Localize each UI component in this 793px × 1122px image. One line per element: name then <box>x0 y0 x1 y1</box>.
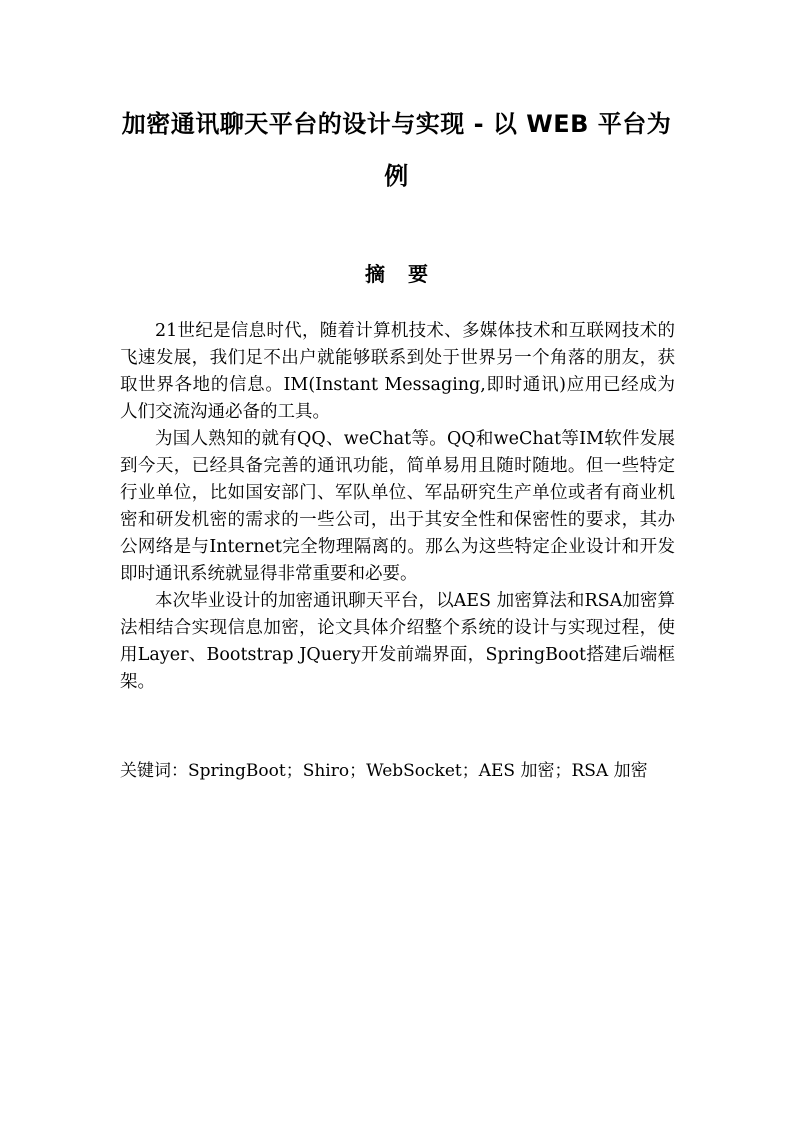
abstract-paragraph-1: 21世纪是信息时代，随着计算机技术、多媒体技术和互联网技术的飞速发展，我们足不出户就能够联系到处于世界另一个角落的朋友，获取世界各地的信息。IM(Instant Messaging,即时通讯)应用已经成为人们交流沟通必备的工具。 <box>120 321 675 422</box>
abstract-heading: 摘 要 <box>365 262 428 286</box>
keywords-line: 关键词：SpringBoot；Shiro；WebSocket；AES 加密；RSA 加密 <box>120 761 648 781</box>
paper-title: 加密通讯聊天平台的设计与实现 - 以 WEB 平台为例 <box>121 110 672 190</box>
abstract-paragraph-3: 本次毕业设计的加密通讯聊天平台，以AES 加密算法和RSA加密算法相结合实现信息加密，论文具体介绍整个系统的设计与实现过程，使用Layer、Bootstrap JQuery开发前端界面，SpringBoot搭建后端框架。 <box>120 591 675 692</box>
abstract-body <box>120 318 675 696</box>
abstract-paragraph-2: 为国人熟知的就有QQ、weChat等。QQ和weChat等IM软件发展到今天，已经具备完善的通讯功能，简单易用且随时随地。但一些特定行业单位，比如国安部门、军队单位、军品研究生产单位或者有商业机密和研发机密的需求的一些公司，出于其安全性和保密性的要求，其办公网络是与Internet完全物理隔离的。那么为这些特定企业设计和开发即时通讯系统就显得非常重要和必要。 <box>120 429 675 584</box>
